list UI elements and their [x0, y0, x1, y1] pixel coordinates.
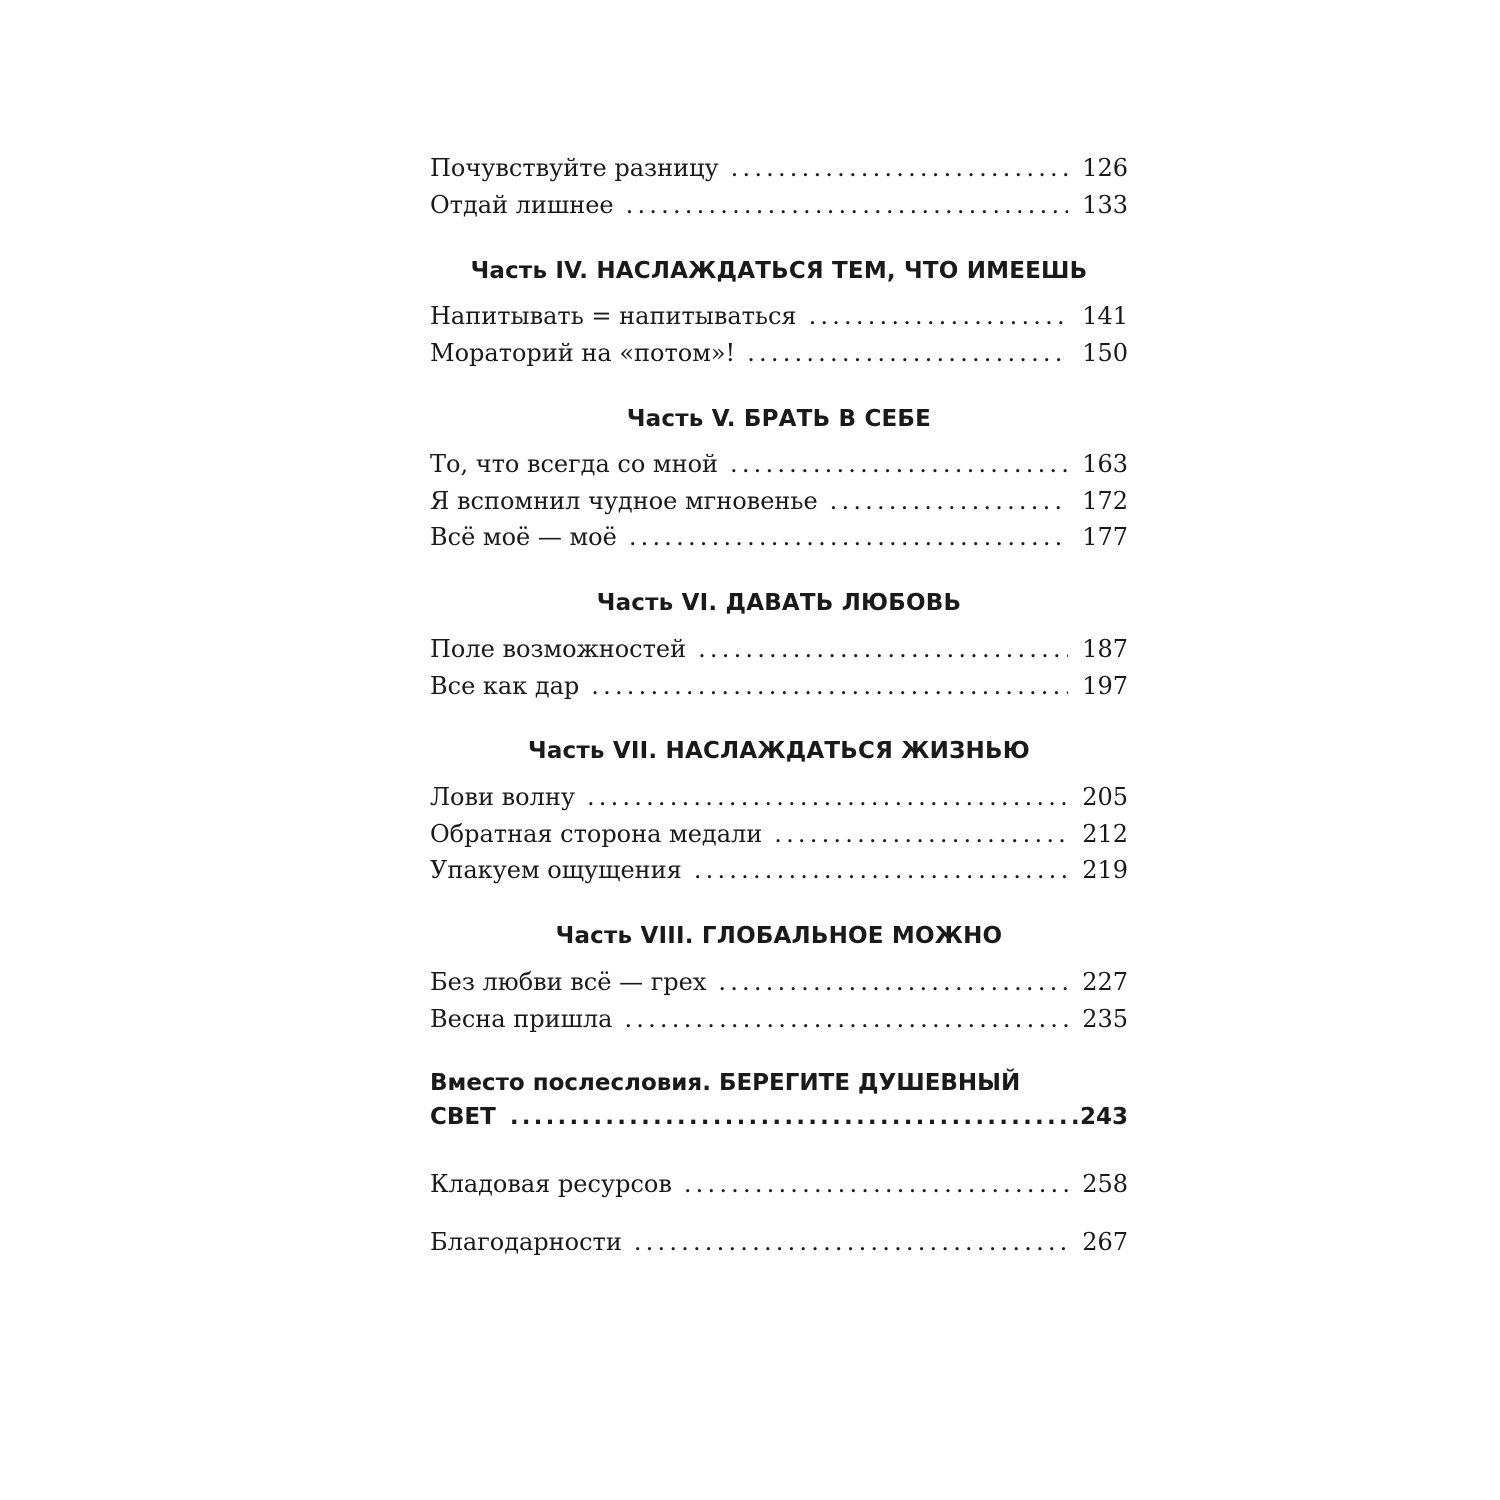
toc-dot-leader	[809, 298, 1069, 335]
toc-dot-leader	[830, 483, 1069, 520]
toc-entry	[430, 519, 1128, 556]
afterword-page: 243	[1079, 1104, 1128, 1130]
toc-section-part-vi	[430, 631, 1128, 704]
toc-entry-title: Без любви всё — грех	[430, 968, 707, 996]
toc-entry-title: То, что всегда со мной	[430, 450, 719, 478]
toc-entry-title: Всё моё — моё	[430, 523, 617, 551]
toc-entry-title: Я вспомнил чудное мгновенье	[430, 486, 818, 515]
toc-entry-page: 172	[1082, 486, 1128, 515]
toc-entry	[430, 964, 1128, 1001]
toc-dot-leader	[634, 1224, 1068, 1261]
toc-entry-page: 258	[1082, 1170, 1128, 1198]
afterword-title-line2-row	[430, 1100, 1128, 1134]
toc-section-part-iv	[430, 298, 1128, 371]
part-heading-vii: Часть VII. НАСЛАЖДАТЬСЯ ЖИЗНЬЮ	[528, 738, 1030, 764]
toc-dot-leader	[731, 150, 1069, 187]
toc-entry-page: 177	[1082, 523, 1128, 551]
toc-dot-leader	[626, 187, 1069, 224]
part-heading-iv: Часть IV. НАСЛАЖДАТЬСЯ ТЕМ, ЧТО ИМЕЕШЬ	[470, 258, 1088, 284]
toc-dot-leader	[730, 446, 1068, 483]
toc-entry-page: 150	[1082, 338, 1128, 367]
toc-entry-title: Кладовая ресурсов	[430, 1170, 672, 1198]
toc-dot-leader	[587, 779, 1068, 816]
toc-entry	[430, 668, 1128, 705]
toc-entry	[430, 852, 1128, 889]
toc-entry-page: 219	[1082, 856, 1128, 884]
afterword-entry	[430, 1066, 1128, 1134]
toc-entry-title: Обратная сторона медали	[430, 819, 763, 848]
toc-section-continuation	[430, 150, 1128, 223]
toc-dot-leader	[774, 816, 1068, 853]
toc-entry	[430, 446, 1128, 483]
toc-entry-title: Отдай лишнее	[430, 190, 614, 219]
toc-entry	[430, 816, 1128, 853]
toc-section-extra-2	[430, 1224, 1128, 1261]
toc-dot-leader	[684, 1166, 1068, 1203]
toc-entry-title: Все как дар	[430, 671, 580, 700]
toc-dot-leader	[624, 1001, 1068, 1038]
toc-entry	[430, 298, 1128, 335]
toc-entry	[430, 335, 1128, 372]
toc-entry-page: 141	[1082, 302, 1128, 330]
toc-entry	[430, 779, 1128, 816]
toc-dot-leader	[747, 335, 1068, 372]
toc-entry-page: 187	[1082, 635, 1128, 663]
toc-dot-leader	[629, 519, 1068, 556]
toc-entry-page: 212	[1082, 819, 1128, 848]
toc-dot-leader	[510, 1100, 1080, 1134]
toc-entry-title: Поле возможностей	[430, 635, 687, 663]
toc-entry	[430, 483, 1128, 520]
toc-entry-page: 235	[1082, 1004, 1128, 1033]
toc-entry	[430, 1166, 1128, 1203]
toc-section-part-viii	[430, 964, 1128, 1037]
part-heading-v: Часть V. БРАТЬ В СЕБЕ	[626, 406, 932, 432]
toc-entry-title: Лови волну	[430, 783, 575, 811]
toc-dot-leader	[718, 964, 1068, 1001]
toc-entry-page: 133	[1082, 190, 1128, 219]
toc-entry	[430, 1001, 1128, 1038]
toc-entry-title: Напитывать = напитываться	[430, 302, 797, 330]
toc-dot-leader	[694, 852, 1068, 889]
afterword-title-line2: СВЕТ	[430, 1104, 496, 1130]
toc-entry	[430, 631, 1128, 668]
toc-page	[430, 0, 1128, 1500]
afterword-title-line1: Вместо послесловия. БЕРЕГИТЕ ДУШЕВНЫЙ	[430, 1070, 1021, 1096]
toc-dot-leader	[698, 631, 1068, 668]
part-heading-vi: Часть VI. ДАВАТЬ ЛЮБОВЬ	[596, 590, 962, 616]
toc-entry-title: Упакуем ощущения	[430, 856, 682, 884]
toc-entry-page: 126	[1082, 154, 1128, 182]
part-heading-viii: Часть VIII. ГЛОБАЛЬНОЕ МОЖНО	[555, 923, 1003, 949]
toc-entry-title: Мораторий на «потом»!	[430, 338, 736, 367]
toc-dot-leader	[591, 668, 1068, 705]
toc-entry-page: 163	[1082, 450, 1128, 478]
toc-section-extra	[430, 1166, 1128, 1203]
toc-section-part-vii	[430, 779, 1128, 889]
toc-entry-page: 267	[1082, 1228, 1128, 1256]
toc-entry	[430, 150, 1128, 187]
toc-entry	[430, 187, 1128, 224]
toc-entry-page: 205	[1082, 783, 1128, 811]
toc-entry-page: 197	[1082, 671, 1128, 700]
toc-entry	[430, 1224, 1128, 1261]
toc-entry-title: Благодарности	[430, 1228, 622, 1256]
toc-entry-page: 227	[1082, 968, 1128, 996]
toc-entry-title: Весна пришла	[430, 1004, 613, 1033]
toc-entry-title: Почувствуйте разницу	[430, 154, 719, 182]
toc-section-part-v	[430, 446, 1128, 556]
